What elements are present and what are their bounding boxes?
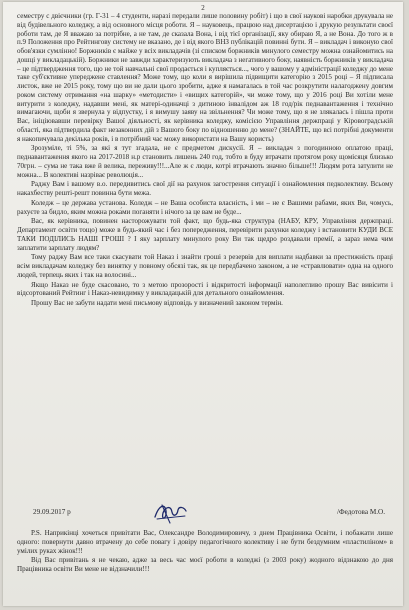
document-page: [3, 2, 403, 606]
paragraph-1: семестру с двієчники (гр. Г-31 – 4 студенти, наразі передали лише половину робіт) і що в свої наукові наробки друкувала не від будівельного коледжу, а від основного місця роботи. Я – науковець, працюю над дисертацією і друкую результати своєї роботи там, де Я вважаю за потрібне, а не там, де сказала Вона, і від тієї організації, яку обираю Я, а не Вона. До того ж в п.9 Положення про Рейтингову систему не вказано, де і від якого ВНЗ публікацій повинні бути. Я – викладач і виконую свої обов'язки сумлінно! Боржників є майже у всіх викладачів (зі списком боржників минулого семестру можна ознайомитись на дошці у викладацькій). Боржники не завжди характеризують викладача з негативного боку, наявність боржників у викладача – це підтвердження того, що не той навчальні свої продається і купляється..., чого у вашому у адміністрації коледжу до мене таке суб'єктивне упереджене ставлення? Може тому, що коли я вирішила підвищити категорію з 2015 році – Я підписала листок, вже не 2015 року, тому що ви не дали цього зробити, адже я намагалась в той час розкрутити налагоджену довгим роком систему отримання «на шарку» «методисти» і «вищих категорій», чи може тому, що у 2016 році Ви хотіли мене витурити з коледжу, надавши мені, як матері-одиначці з дитиною інвалідом аж 18 год/рік педнавантаження і технічно вимагаючи, щоби я звернула у відпустку, і я вимушу заяву на звільнення? Чи може тому, що я не злякалась і пішла проти Вас, ініціювавши перевірку Вашої діяльності, як керівника коледжу, комісією Управління держпраці у Кіровоградській області, яка підтвердила факт незаконних дій з Вашого боку по відношенню до мене? (ЗНАЙТЕ, що всі потрібні документи я накопичувала декілька років, і в потрібний час можу використати на Вашу користь): [17, 12, 393, 143]
paragraph-5: Вас, як керівника, повинен насторожувати той факт, що будь-яка структура (НАБУ, КРУ, Управління держпраці. Департамент освіти тощо) може в будь-який час і без попередження, перевірити рахунки коледжу і встановити КУДИ ВСЕ ТАКИ ПОДІЛИСЬ НАШІ ГРОШІ ? І яку зарплату минулого року Ви так щедро роздавали премії, а зараз нема чим заплатити зарплату людям?: [17, 217, 393, 252]
postscript-2: Від Вас привітань я не чекаю, адже за весь час моєї роботи в коледжі (з 2003 року) жодного відзнакою до дня Працівника освіти Ви мене не відзначили!!!: [17, 556, 393, 574]
letter-body: [17, 12, 393, 308]
paragraph-4: Коледж – це держава установа. Коледж – не Ваша особиста власність, і ми – не є Вашими рабами, яких Ви, чомусь, рахуєте за бидло, яким можна рока́ми поганяти і нічого за це вам не буде...: [17, 198, 393, 216]
postscript-1: P.S. Наприкінці хочеться привітати Вас, Олександре Володимировичу, з днем Працівника Освіти, і побажати лише одного: повернути давно втрачену до себе повагу і довіру педагогічного колективу і не бути бездумним «пластиліном» в умілих руках жінок!!!: [17, 529, 393, 555]
postscript: [17, 529, 393, 574]
handwritten-signature: [151, 499, 191, 525]
paragraph-7: Якщо Наказ не буде скасовано, то з метою прозорості і відкритості інформації наполегливо прошу Вас вивісити і відсортований Рейтинг і Наказ-невидимку у викладацькій для детального ознайомлення.: [17, 280, 393, 298]
paragraph-8: Прошу Вас не забути надати мені письмову відповідь у визначений законом термін.: [31, 299, 283, 307]
paragraph-6: Тому раджу Вам все таки скасувати той Наказ і знайти гроші з резервів для виплати надбавки за престижність праці всім викладачам коледжу без винятку у повному обсязі так, як це передбачено законом, а не «стравлювати» одна на одного людей, терпець яких і так на волосині...: [17, 253, 393, 279]
author-name: /Федотова М.О.: [336, 508, 385, 516]
paragraph-3: Раджу Вам і вашому в.о. передивитись свої дії на рахунок загострення ситуації і ознайомлення педколективу. Всьому накахбеству решті-решт повинна бути межа.: [17, 180, 393, 197]
page-number: 2: [201, 4, 205, 12]
signature-block: [33, 503, 385, 523]
paragraph-2: Зрозуміле, ті 5%, за які я тут згадала, не є предметом дискусії. Я – викладач з погодинною оплатою праці, педнавантаження якого на 2017-2018 н.р становить лишень 240 год, тобто в буду втрачати протягом року щомісяця близько 70грн. – сума не така вже й велика, переживу!!!...Але ж є люди, котрі втрачають значно більше!!! Людям рота затулити не можна... В колективі назріває революція...: [17, 144, 393, 179]
letter-date: 29.09.2017 р: [33, 508, 71, 516]
